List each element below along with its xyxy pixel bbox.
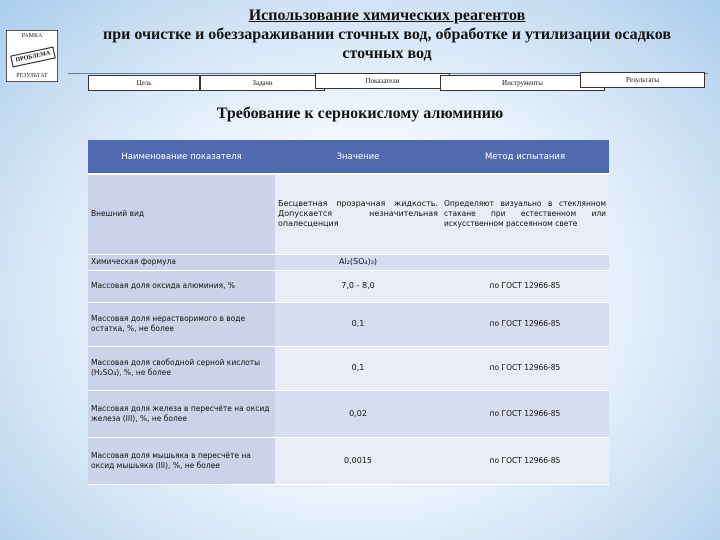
- cell-value: 0,0015: [275, 437, 441, 484]
- header-method: Метод испытания: [441, 140, 609, 174]
- header-indicator: Наименование показателя: [88, 140, 275, 174]
- table-row: [88, 390, 609, 437]
- title-line-3: сточных вод: [342, 45, 432, 62]
- cell-value: Al₂(SO₄)₃): [275, 254, 441, 270]
- cell-value: Бесцветная прозрачная жидкость. Допускается незначительная опалесценция: [275, 174, 441, 254]
- logo: [6, 30, 58, 82]
- page-title: [62, 6, 712, 63]
- cell-indicator: Массовая доля оксида алюминия, %: [88, 270, 275, 302]
- tab-tools[interactable]: Инструменты: [440, 75, 605, 91]
- cell-value: 7,0 - 8,0: [275, 270, 441, 302]
- cell-method: по ГОСТ 12966-85: [441, 437, 609, 484]
- table-header-row: [88, 140, 609, 174]
- cell-indicator: Массовая доля нерастворимого в воде остатка, %, не более: [88, 302, 275, 346]
- cell-method: по ГОСТ 12966-85: [441, 390, 609, 437]
- table-row: [88, 270, 609, 302]
- table-row: [88, 437, 609, 484]
- cell-method: по ГОСТ 12966-85: [441, 346, 609, 390]
- table-row: [88, 174, 609, 254]
- tab-results[interactable]: Результаты: [580, 72, 705, 88]
- table-row: [88, 346, 609, 390]
- cell-method: Определяют визуально в стеклянном стакане при естественном или искусственном рассеянном свете: [441, 174, 609, 254]
- logo-top-text: РАМКА: [21, 33, 43, 39]
- table-row: [88, 302, 609, 346]
- header-value: Значение: [275, 140, 441, 174]
- cell-indicator: Массовая доля железа в пересчёте на оксид железа (III), %, не более: [88, 390, 275, 437]
- cell-indicator: Химическая формула: [88, 254, 275, 270]
- tab-tasks[interactable]: Задачи: [200, 75, 325, 91]
- logo-bottom-text: РЕЗУЛЬТАТ: [16, 73, 48, 79]
- title-line-1: Использование химических реагентов: [248, 7, 526, 24]
- cell-value: 0,1: [275, 346, 441, 390]
- logo-middle-text: ПРОБЛЕМА: [10, 47, 56, 68]
- cell-indicator: Внешний вид: [88, 174, 275, 254]
- tab-goal[interactable]: Цель: [88, 75, 200, 91]
- table-row: [88, 254, 609, 270]
- cell-value: 0,1: [275, 302, 441, 346]
- cell-indicator: Массовая доля свободной серной кислоты (H₂SO₄), %, не более: [88, 346, 275, 390]
- cell-value: 0,02: [275, 390, 441, 437]
- title-line-2: при очистке и обеззараживании сточных вод, обработке и утилизации осадков: [103, 26, 671, 43]
- cell-method: по ГОСТ 12966-85: [441, 270, 609, 302]
- section-subtitle: Требование к сернокислому алюминию: [216, 105, 504, 122]
- cell-method: [441, 254, 609, 270]
- cell-method: по ГОСТ 12966-85: [441, 302, 609, 346]
- requirements-table: [88, 140, 609, 485]
- tab-indicators[interactable]: Показатели: [315, 73, 450, 89]
- cell-indicator: Массовая доля мышьяка в пересчёте на оксид мышьяка (III), %, не более: [88, 437, 275, 484]
